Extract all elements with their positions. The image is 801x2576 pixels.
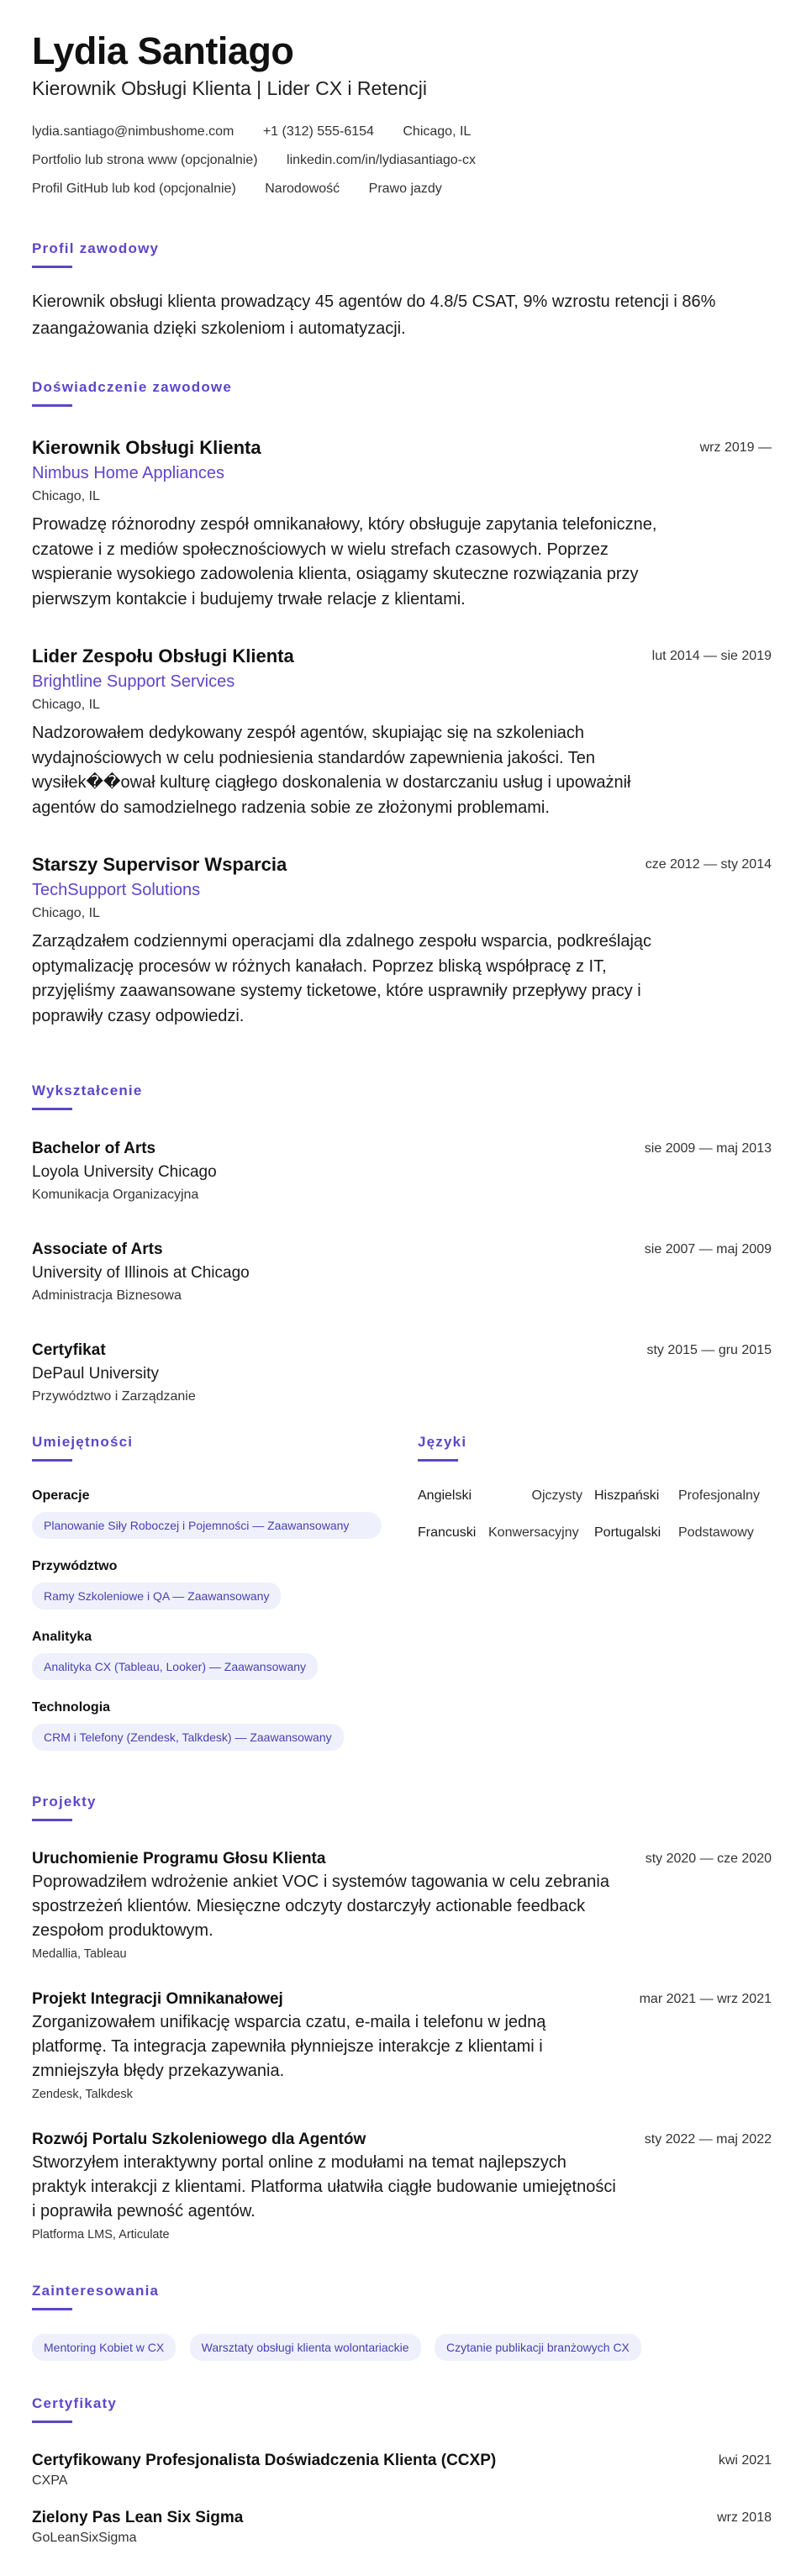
project-date: sty 2022 — maj 2022 bbox=[644, 2132, 772, 2147]
job-date: wrz 2019 — bbox=[699, 440, 772, 455]
job-description: Zarządzałem codziennymi operacjami dla zdalnego zespołu wsparcia, podkreślając optymalizację procesów w różnych kanałach. Poprzez bliską współpracę z IT, przyjęliśmy zaawansowane systemy ticketowe, które usprawniły przepływy pracy i poprawiły czasy odpowiedzi. bbox=[32, 932, 652, 1025]
section-divider bbox=[32, 266, 72, 268]
education-date: sie 2007 — maj 2009 bbox=[644, 1242, 772, 1256]
skill-category: Analityka bbox=[32, 1630, 92, 1644]
candidate-name: Lydia Santiago bbox=[32, 29, 294, 72]
education-degree: Certyfikat bbox=[32, 1341, 106, 1359]
skill-chip: CRM i Telefony (Zendesk, Talkdesk) — Zaawansowany bbox=[32, 1724, 344, 1751]
languages-section bbox=[418, 1434, 772, 1542]
project-entry bbox=[32, 1989, 772, 2104]
section-divider bbox=[418, 1459, 458, 1462]
certification-name: Zielony Pas Lean Six Sigma bbox=[32, 2509, 244, 2526]
skill-category: Operacje bbox=[32, 1488, 90, 1503]
project-entry bbox=[32, 2129, 772, 2244]
project-tech: Platforma LMS, Articulate bbox=[32, 2228, 170, 2241]
section-title-interests: Zainteresowania bbox=[32, 2283, 160, 2299]
job-entry bbox=[32, 644, 772, 820]
section-divider bbox=[32, 2308, 72, 2310]
project-title: Uruchomienie Programu Głosu Klienta bbox=[32, 1850, 326, 1867]
section-title-profile: Profil zawodowy bbox=[32, 240, 160, 256]
languages-grid bbox=[418, 1487, 772, 1542]
skill-category: Technologia bbox=[32, 1700, 111, 1715]
certification-name: Certyfikowany Profesjonalista Doświadczenia Klienta (CCXP) bbox=[32, 2452, 497, 2469]
project-entry bbox=[32, 1848, 772, 1963]
job-company: Brightline Support Services bbox=[32, 672, 235, 691]
section-divider bbox=[32, 404, 72, 407]
job-date: cze 2012 — sty 2014 bbox=[645, 857, 772, 872]
education-field: Komunikacja Organizacyjna bbox=[32, 1188, 199, 1202]
section-divider bbox=[32, 1459, 72, 1462]
job-location: Chicago, IL bbox=[32, 906, 100, 920]
section-title-experience: Doświadczenie zawodowe bbox=[32, 379, 233, 395]
project-tech: Zendesk, Talkdesk bbox=[32, 2088, 133, 2101]
contact-nationality: Narodowość bbox=[265, 182, 340, 196]
job-description: Prowadzę różnorodny zespół omnikanałowy, który obsługuje zapytania telefoniczne, czatowe i z mediów społecznościowych w wielu strefach czasowych. Poprzez wspieranie wysokiego zadowolenia klienta, osiągamy skuteczne rozwiązania przy pierwszym kontakcie i budujemy trwałe relacje z klientami. bbox=[32, 515, 657, 608]
experience-section bbox=[32, 379, 772, 1029]
language-level: Profesjonalny bbox=[678, 1488, 760, 1503]
education-school: Loyola University Chicago bbox=[32, 1163, 217, 1181]
interests-section bbox=[32, 2283, 772, 2361]
section-title-certifications: Certyfikaty bbox=[32, 2395, 118, 2411]
profile-summary: Kierownik obsługi klienta prowadzący 45 agentów do 4.8/5 CSAT, 9% wzrostu retencji i 86% zaangażowania dzięki szkoleniom i automatyzacji. bbox=[32, 292, 716, 338]
certification-issuer: CXPA bbox=[32, 2473, 68, 2488]
section-divider bbox=[32, 2421, 72, 2423]
certification-entry bbox=[32, 2507, 772, 2547]
certification-entry bbox=[32, 2450, 772, 2490]
education-field: Przywództwo i Zarządzanie bbox=[32, 1389, 196, 1404]
job-title: Kierownik Obsługi Klienta bbox=[32, 437, 261, 458]
contact-linkedin[interactable]: linkedin.com/in/lydiasantiago-cx bbox=[287, 153, 477, 167]
language-name: Hiszpański bbox=[594, 1488, 660, 1503]
skill-chip: Analityka CX (Tableau, Looker) — Zaawansowany bbox=[32, 1653, 318, 1680]
section-title-skills: Umiejętności bbox=[32, 1434, 134, 1450]
section-divider bbox=[32, 1819, 72, 1821]
section-divider bbox=[32, 1108, 72, 1110]
job-entry bbox=[32, 852, 772, 1029]
contact-info bbox=[32, 118, 772, 203]
project-description: Zorganizowałem unifikację wsparcia czatu, e-maila i telefonu w jedną platformę. Ta integracja zapewniła płynniejsze interakcje z klientami i zmniejszyła błędy przekazywania. bbox=[32, 2013, 546, 2080]
project-title: Rozwój Portalu Szkoleniowego dla Agentów bbox=[32, 2131, 366, 2148]
job-title: Lider Zespołu Obsługi Klienta bbox=[32, 645, 294, 666]
contact-city: Chicago, IL bbox=[403, 124, 472, 139]
certification-date: wrz 2018 bbox=[717, 2510, 772, 2525]
education-school: DePaul University bbox=[32, 1365, 159, 1383]
education-date: sty 2015 — gru 2015 bbox=[646, 1343, 772, 1357]
section-title-projects: Projekty bbox=[32, 1794, 97, 1810]
skills-section bbox=[32, 1434, 385, 1751]
section-title-languages: Języki bbox=[418, 1434, 467, 1450]
certification-date: kwi 2021 bbox=[718, 2453, 772, 2468]
contact-license: Prawo jazdy bbox=[368, 182, 442, 196]
language-level: Podstawowy bbox=[678, 1525, 754, 1540]
language-name: Portugalski bbox=[594, 1525, 661, 1540]
contact-portfolio[interactable]: Portfolio lub strona www (opcjonalnie) bbox=[32, 153, 258, 167]
contact-phone[interactable]: +1 (312) 555-6154 bbox=[262, 124, 374, 139]
job-location: Chicago, IL bbox=[32, 489, 100, 503]
job-description: Nadzorowałem dedykowany zespół agentów, skupiając się na szkoleniach wydajnościowych w celu podniesienia standardów zapewnienia jakości. Ten wysiłek��ował kulturę ciągłego doskonalenia w dostarczaniu usług i upoważnił agentów do samodzielnego radzenia sobie ze złożonymi problemami. bbox=[32, 724, 631, 817]
education-degree: Associate of Arts bbox=[32, 1241, 163, 1258]
education-entry bbox=[32, 1339, 772, 1408]
skill-category: Przywództwo bbox=[32, 1559, 118, 1573]
project-date: mar 2021 — wrz 2021 bbox=[639, 1992, 772, 2006]
project-description: Stworzyłem interaktywny portal online z modułami na temat najlepszych praktyk interakcji z klientami. Platforma ułatwiła ciągłe budowanie umiejętności i poprawiła pewność agentów. bbox=[32, 2153, 616, 2220]
interest-chip: Czytanie publikacji branżowych CX bbox=[435, 2334, 641, 2361]
language-name: Angielski bbox=[418, 1488, 472, 1503]
project-description: Poprowadziłem wdrożenie ankiet VOC i systemów tagowania w celu zebrania spostrzeżeń klientów. Miesięczne odczyty dostarczyły actionable feedback zespołom produktowym. bbox=[32, 1873, 609, 1940]
interest-chip: Mentoring Kobiet w CX bbox=[32, 2334, 176, 2361]
certifications-section bbox=[32, 2395, 772, 2547]
interest-chip: Warsztaty obsługi klienta wolontariackie bbox=[190, 2334, 421, 2361]
section-title-education: Wykształcenie bbox=[32, 1083, 143, 1098]
job-company: Nimbus Home Appliances bbox=[32, 464, 224, 482]
education-degree: Bachelor of Arts bbox=[32, 1140, 156, 1157]
projects-section bbox=[32, 1794, 772, 2244]
language-level: Ojczysty bbox=[531, 1488, 582, 1503]
job-company: TechSupport Solutions bbox=[32, 881, 201, 899]
education-entry bbox=[32, 1137, 772, 1206]
job-entry bbox=[32, 435, 772, 612]
profile-section bbox=[32, 240, 772, 342]
language-name: Francuski bbox=[418, 1525, 477, 1540]
candidate-headline: Kierownik Obsługi Klienta | Lider CX i Retencji bbox=[32, 77, 428, 99]
project-date: sty 2020 — cze 2020 bbox=[645, 1852, 772, 1866]
education-school: University of Illinois at Chicago bbox=[32, 1264, 250, 1282]
contact-github[interactable]: Profil GitHub lub kod (opcjonalnie) bbox=[32, 182, 236, 196]
contact-email[interactable]: lydia.santiago@nimbushome.com bbox=[32, 124, 235, 139]
skill-chip: Ramy Szkoleniowe i QA — Zaawansowany bbox=[32, 1583, 281, 1609]
resume-header bbox=[32, 29, 772, 203]
language-level: Konwersacyjny bbox=[488, 1525, 579, 1540]
certification-issuer: GoLeanSixSigma bbox=[32, 2531, 137, 2545]
interests-list bbox=[32, 2327, 772, 2361]
job-title: Starszy Supervisor Wsparcia bbox=[32, 854, 287, 875]
education-date: sie 2009 — maj 2013 bbox=[644, 1141, 772, 1156]
education-section bbox=[32, 1083, 772, 1408]
education-entry bbox=[32, 1238, 772, 1307]
education-field: Administracja Biznesowa bbox=[32, 1288, 182, 1303]
project-tech: Medallia, Tableau bbox=[32, 1947, 127, 1961]
project-title: Projekt Integracji Omnikanałowej bbox=[32, 1990, 283, 2008]
job-date: lut 2014 — sie 2019 bbox=[651, 649, 772, 663]
job-location: Chicago, IL bbox=[32, 698, 100, 712]
skill-chip: Planowanie Siły Roboczej i Pojemności — Zaawansowany bbox=[32, 1512, 382, 1539]
